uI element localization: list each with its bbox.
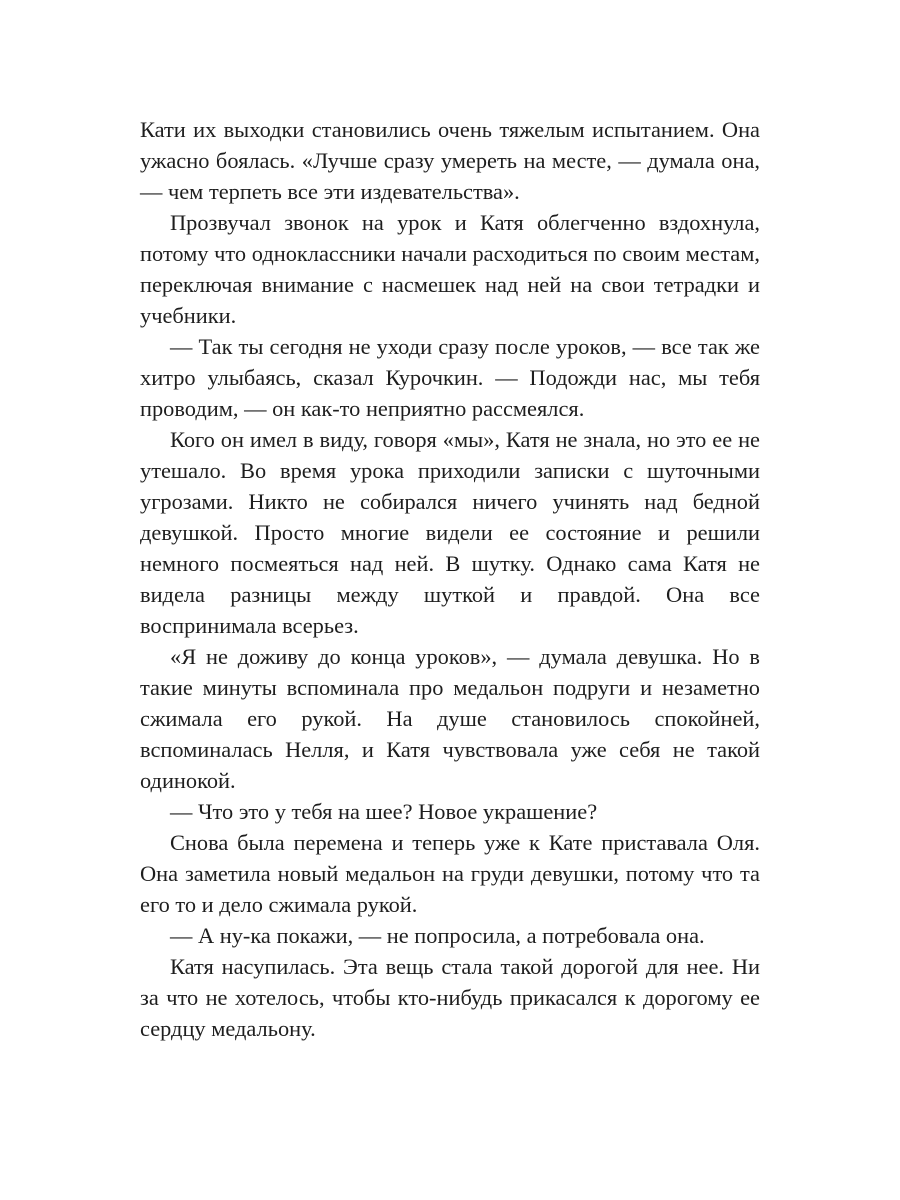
paragraph-dialogue: — А ну-ка покажи, — не попросила, а потребовала она. [170,923,705,948]
paragraph-dialogue: — Так ты сегодня не уходи сразу после уроков, — все так же хитро улыбаясь, сказал Курочкин. — Подожди нас, мы тебя проводим, — он как-то неприятно рассмеялся. [140,334,760,421]
paragraph: Прозвучал звонок на урок и Катя облегченно вздохнула, потому что одноклассники начали расходиться по своим местам, переключая внимание с насмешек над ней на свои тетрадки и учебники. [140,210,760,328]
paragraph: «Я не доживу до конца уроков», — думала девушка. Но в такие минуты вспоминала про медальон подруги и незаметно сжимала его рукой. На душе становилось спокойней, вспоминалась Нелля, и Катя чувствовала уже себя не такой одинокой. [140,644,760,793]
paragraph: Катя насупилась. Эта вещь стала такой дорогой для нее. Ни за что не хотелось, чтобы кто-нибудь прикасался к дорогому ее сердцу медальону. [140,954,760,1041]
paragraph-dialogue: — Что это у тебя на шее? Новое украшение? [170,799,598,824]
paragraph-continuation: Кати их выходки становились очень тяжелым испытанием. Она ужасно боялась. «Лучше сразу умереть на месте, — думала она, — чем терпеть все эти издевательства». [140,117,760,204]
paragraph: Снова была перемена и теперь уже к Кате приставала Оля. Она заметила новый медальон на груди девушки, потому что та его то и дело сжимала рукой. [140,830,760,917]
book-page-text [140,114,760,1044]
paragraph: Кого он имел в виду, говоря «мы», Катя не знала, но это ее не утешало. Во время урока приходили записки с шуточными угрозами. Никто не собирался ничего учинять над бедной девушкой. Просто многие видели ее состояние и решили немного посмеяться над ней. В шутку. Однако сама Катя не видела разницы между шуткой и правдой. Она все воспринимала всерьез. [140,427,760,638]
